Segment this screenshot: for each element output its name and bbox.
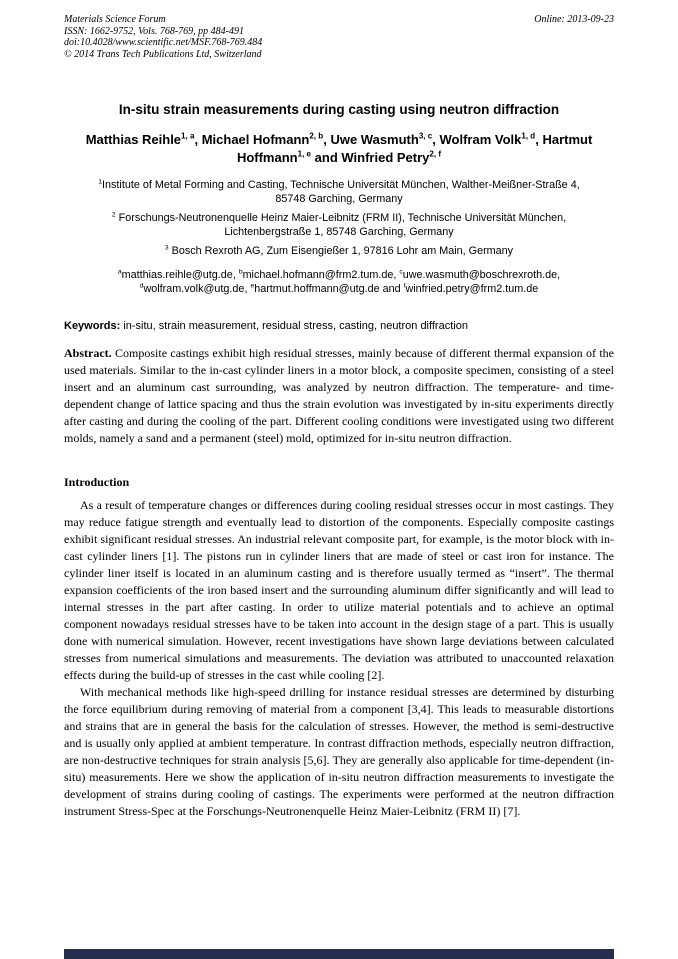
email-address: hartmut.hoffmann@utg.de and bbox=[254, 283, 404, 296]
paper-title: In-situ strain measurements during casting using neutron diffraction bbox=[118, 102, 560, 117]
affiliation bbox=[64, 244, 614, 258]
online-date: Online: 2013-09-23 bbox=[534, 14, 614, 25]
author-affiliation-marker: 1, a bbox=[181, 131, 195, 141]
author-separator: and bbox=[311, 149, 342, 165]
copyright-line: © 2014 Trans Tech Publications Ltd, Switzerland bbox=[64, 48, 262, 60]
body-paragraph: With mechanical methods like high-speed drilling for instance residual stresses are determined by disturbing the force equilibrium during removing of material from a component [3,4]. This leads to measurable distortions and strains that are in general the basis for the calculation of stresses. However, the method is semi-destructive and is usually only applied at ambient temperature. In contrast diffraction methods, especially neutron diffraction, are non-destructive techniques for strain analysis [5,6]. They are generally also applicable for time-dependent (in-situ) measurements. Here we show the application of in-situ neutron diffraction measurements to investigate the development of strains during cooling of castings. The experiments were performed at the neutron diffraction instrument Stress-Spec at the Forschungs-Neutronenquelle Heinz Maier-Leibnitz (FRM II) [7]. bbox=[64, 685, 614, 819]
footer-bar bbox=[64, 949, 614, 959]
author-name: Matthias Reihle bbox=[85, 132, 182, 147]
affiliation-list bbox=[64, 178, 614, 258]
author-name: Hartmut Hoffmann bbox=[236, 132, 593, 165]
author-list bbox=[64, 131, 614, 166]
email-marker: f bbox=[403, 282, 406, 290]
email-entry bbox=[250, 283, 403, 295]
author-name: Winfried Petry bbox=[341, 149, 430, 165]
author-name: Michael Hofmann bbox=[201, 132, 310, 147]
journal-name: Materials Science Forum bbox=[64, 14, 166, 25]
affiliation-text: Bosch Rexroth AG, Zum Eisengießer 1, 97816 Lohr am Main, Germany bbox=[168, 245, 514, 258]
email-marker: c bbox=[399, 268, 403, 276]
email-entry bbox=[399, 269, 560, 281]
email-marker: e bbox=[250, 282, 255, 290]
email-address: wolfram.volk@utg.de, bbox=[143, 283, 251, 296]
author bbox=[330, 132, 439, 147]
affiliation-marker: 1 bbox=[98, 178, 103, 186]
author-affiliation-marker: 2, b bbox=[309, 131, 324, 141]
email-address: matthias.reihle@utg.de, bbox=[121, 269, 239, 282]
email-marker: d bbox=[139, 282, 144, 290]
affiliation-text: Institute of Metal Forming and Casting, Technische Universität München, Walther-Meißner-Straße 4, 85748 Garching, Germany bbox=[102, 179, 580, 206]
journal-info-block bbox=[64, 14, 262, 60]
author bbox=[439, 132, 542, 147]
email-entry bbox=[404, 283, 539, 295]
affiliation bbox=[64, 211, 614, 239]
author-separator: , bbox=[194, 132, 202, 147]
author bbox=[341, 150, 441, 165]
author-name: Wolfram Volk bbox=[439, 132, 522, 147]
author-affiliation-marker: 2, f bbox=[429, 149, 442, 159]
affiliation-marker: 2 bbox=[111, 211, 116, 219]
email-marker: a bbox=[117, 268, 122, 276]
keywords-line bbox=[64, 320, 614, 332]
author-name: Uwe Wasmuth bbox=[330, 132, 419, 147]
body-paragraph: As a result of temperature changes or differences during cooling residual stresses occur in most castings. They may reduce fatigue strength and eventually lead to distortion of the components. Especially composite castings exhibit significant residual stresses. An industrial relevant composite part, for example, is the motor block with in-cast cylinder liners [1]. The pistons run in cylinder liners that are made of steel or cast iron for instance. The cylinder liner itself is located in an aluminum casting and is therefore usually termed as “insert”. The thermal expansion coefficients of the iron based insert and the surrounding aluminum differ significantly and will lead to internal stresses in the part after casting. In order to utilize material potentials and to achieve an optimal component nowadays residual stresses have to be taken into account in the design stage of a part. This is usually done with numerical simulation. However, recent investigations have shown large deviations between calculated stresses from numerical simulations and measurements. The deviation was attributed to unaccounted relaxation effects during the build-up of stresses in the cast while cooling [2]. bbox=[64, 498, 614, 683]
author-affiliation-marker: 3, c bbox=[418, 131, 433, 141]
affiliation-marker: 3 bbox=[164, 244, 169, 252]
doi-line: doi:10.4028/www.scientific.net/MSF.768-769.484 bbox=[64, 37, 263, 48]
author-separator: , bbox=[323, 132, 331, 147]
affiliation bbox=[64, 178, 614, 206]
author bbox=[202, 132, 331, 147]
author-affiliation-marker: 1, e bbox=[297, 149, 312, 159]
email-list bbox=[64, 268, 614, 296]
affiliation-text: Forschungs-Neutronenquelle Heinz Maier-Leibnitz (FRM II), Technische Universität München, Lichtenbergstraße 1, 85748 Garching, Germany bbox=[115, 212, 567, 239]
section-heading-introduction: Introduction bbox=[64, 475, 130, 490]
author bbox=[86, 132, 202, 147]
author-separator: , bbox=[432, 132, 440, 147]
issn-line: ISSN: 1662-9752, Vols. 768-769, pp 484-491 bbox=[64, 25, 244, 37]
author-affiliation-marker: 1, d bbox=[521, 131, 536, 141]
email-entry bbox=[238, 268, 403, 282]
abstract-label: Abstract. bbox=[64, 346, 112, 361]
abstract-text: Composite castings exhibit high residual stresses, mainly because of different thermal expansion of the used materials. Similar to the in-cast cylinder liners in a motor block, a composite specimen, consisting of a steel insert and an aluminum cast surrounding, was analyzed by neutron diffraction. The temperature- and time-dependent change of lattice spacing and thus the strain evolution was investigated by in-situ experiments directly after casting and during the cooling of the part. Different cooling conditions were investigated using two different molds, namely a sand and a permanent (steel) mold, optimized for in-situ neutron diffraction. bbox=[64, 346, 614, 446]
email-address: michael.hofmann@frm2.tum.de, bbox=[242, 269, 400, 282]
abstract-paragraph bbox=[64, 345, 614, 447]
email-entry bbox=[118, 269, 239, 281]
email-address: uwe.wasmuth@boschrexroth.de, bbox=[402, 269, 561, 282]
author-separator: , bbox=[535, 132, 543, 147]
journal-header bbox=[64, 14, 614, 60]
email-address: winfried.petry@frm2.tum.de bbox=[405, 283, 539, 296]
email-marker: b bbox=[238, 268, 243, 276]
keywords-text: in-situ, strain measurement, residual stress, casting, neutron diffraction bbox=[123, 320, 468, 333]
keywords-label: Keywords: bbox=[64, 320, 121, 333]
email-entry bbox=[140, 283, 251, 295]
